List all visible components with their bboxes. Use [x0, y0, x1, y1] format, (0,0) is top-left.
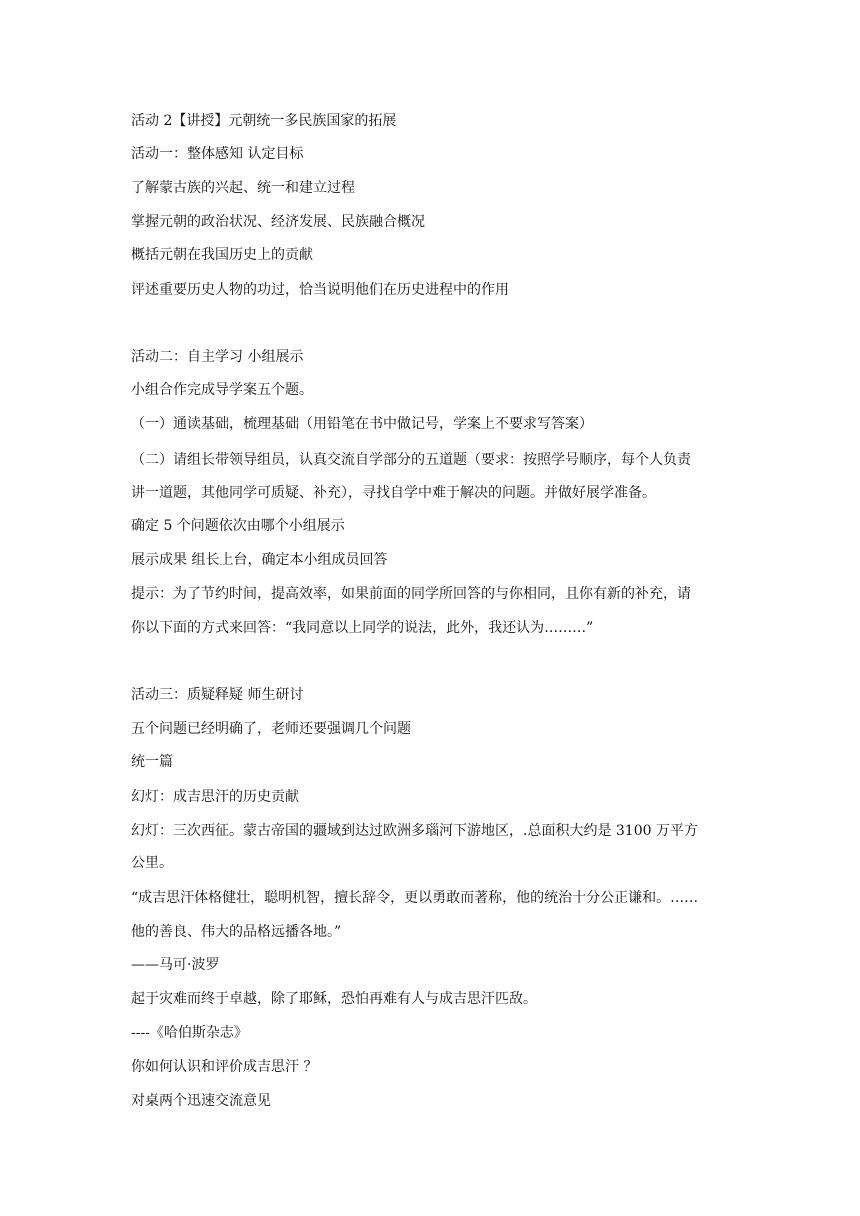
question-line: 你如何认识和评价成吉思汗 ？ [131, 1059, 318, 1075]
activity-three-line-4: 幻灯：三次西征。蒙古帝国的疆域到达过欧洲多瑙河下游地区，.总面积大约是 3100 万平方 [131, 823, 698, 839]
activity-two-line-8: 你以下面的方式来回答：“我同意以上同学的说法，此外，我还认为………” [131, 620, 594, 636]
instruction-line: 对桌两个迅速交流意见 [131, 1093, 271, 1109]
quote-attribution-2: ----《哈伯斯杂志》 [131, 1025, 248, 1041]
activity-two-title: 活动二：自主学习 小组展示 [131, 349, 304, 365]
activity-three-line-3: 幻灯：成吉思汗的历史贡献 [131, 789, 299, 805]
activity-two-line-4: 讲一道题，其他同学可质疑、补充），寻找自学中难于解决的问题。并做好展学准备。 [131, 485, 656, 501]
activity-two-line-5: 确定 5 个问题依次由哪个小组展示 [131, 518, 345, 534]
activity-three-title: 活动三：质疑释疑 师生研讨 [131, 687, 304, 703]
activity-two-line-1: 小组合作完成导学案五个题。 [131, 382, 313, 398]
activity-three-line-2: 统一篇 [131, 754, 173, 770]
goal-line-2: 掌握元朝的政治状况、经济发展、民族融合概况 [131, 214, 425, 230]
quote-attribution-1: ——马可·波罗 [131, 957, 220, 973]
quote-line-3: 起于灾难而终于卓越，除了耶稣，恐怕再难有人与成吉思汗匹敌。 [131, 991, 537, 1007]
activity-three-line-5: 公里。 [131, 855, 173, 871]
activity-two-line-2: （一）通读基础，梳理基础（用铅笔在书中做记号，学案上不要求写答案） [131, 416, 593, 432]
heading-activity-2: 活动 2【讲授】元朝统一多民族国家的拓展 [131, 113, 397, 129]
activity-three-line-1: 五个问题已经明确了，老师还要强调几个问题 [131, 721, 411, 737]
goal-line-3: 概括元朝在我国历史上的贡献 [131, 247, 313, 263]
activity-one-title: 活动一：整体感知 认定目标 [131, 146, 304, 162]
quote-line-2: 他的善良、伟大的品格远播各地。” [131, 924, 342, 940]
activity-two-line-3: （二）请组长带领导组员，认真交流自学部分的五道题（要求：按照学号顺序，每个人负责 [131, 452, 691, 468]
activity-two-line-6: 展示成果 组长上台，确定本小组成员回答 [131, 552, 388, 568]
activity-two-line-7: 提示：为了节约时间，提高效率，如果前面的同学所回答的与你相同，且你有新的补充，请 [131, 586, 691, 602]
goal-line-1: 了解蒙古族的兴起、统一和建立过程 [131, 180, 355, 196]
goal-line-4: 评述重要历史人物的功过，恰当说明他们在历史进程中的作用 [131, 282, 509, 298]
quote-line-1: “成吉思汗体格健壮，聪明机智，擅长辞令，更以勇敢而著称，他的统治十分公正谦和。…… [131, 890, 699, 906]
